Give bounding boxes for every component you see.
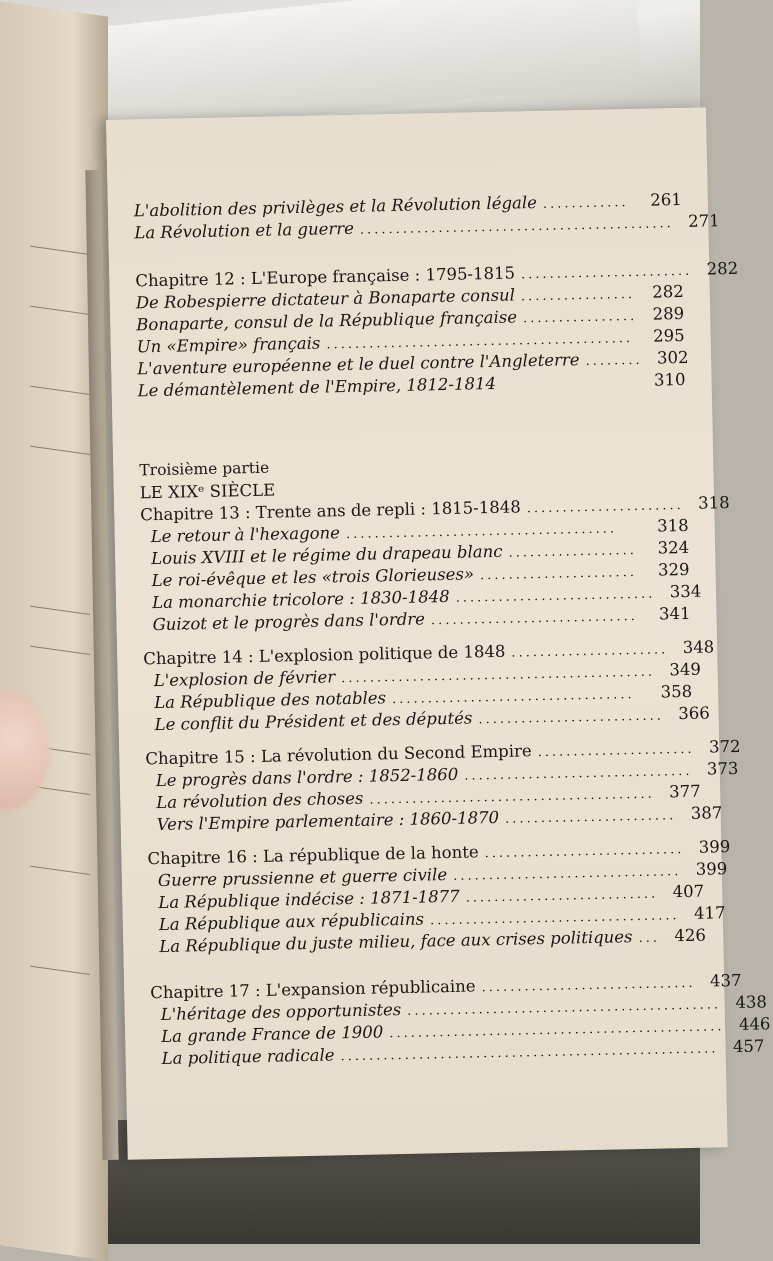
entry-title: L'héritage des opportunistes [160, 1000, 402, 1025]
leader-dots: .............................. [481, 975, 696, 996]
leader-dots: ...................... [537, 741, 695, 761]
leader-dots: ... [638, 930, 661, 947]
page-number: 334 [669, 581, 702, 602]
table-of-contents [133, 189, 771, 1071]
entry-title: Chapitre 15 : La révolution du Second Empire [145, 741, 532, 769]
leader-dots: ............................ [455, 586, 656, 606]
page-number: 407 [672, 881, 705, 902]
page-number: 329 [657, 559, 690, 580]
entry-title: Chapitre 13 : Trente ans de repli : 1815-1848 [140, 497, 521, 525]
entry-title: Le roi-évêque et les «trois Glorieuses» [151, 564, 475, 591]
entry-title: L'abolition des privilèges et la Révolution légale [133, 192, 538, 221]
entry-title: La Révolution et la guerre [134, 218, 355, 243]
page-number: 387 [690, 803, 723, 823]
entry-title: La République aux républicains [158, 909, 425, 935]
leader-dots: ............................................... [389, 1019, 725, 1042]
leader-dots: ................ [522, 308, 638, 327]
page-number: 341 [658, 603, 691, 624]
entry-title: Chapitre 12 : L'Europe française : 1795-1815 [135, 263, 516, 291]
page-number: 437 [709, 970, 742, 991]
entry-title: Un «Empire» français [136, 333, 321, 357]
leader-dots: ............................................ [359, 216, 674, 238]
entry-title: Chapitre 17 : L'expansion républicaine [150, 976, 476, 1003]
entry-title: Guizot et le progrès dans l'ordre [152, 609, 426, 635]
leader-dots: .................. [508, 542, 638, 561]
page-number: 282 [652, 281, 684, 302]
leader-dots: ............................. [430, 608, 638, 629]
page-number: 282 [706, 258, 739, 279]
page-number: 438 [735, 992, 768, 1013]
leader-dots: ................ [520, 286, 636, 305]
entry-title: Chapitre 16 : La république de la honte [147, 842, 479, 869]
leader-dots: ...................... [511, 642, 669, 661]
entry-title: La grande France de 1900 [161, 1022, 384, 1047]
entry-title: L'explosion de février [153, 667, 336, 691]
leader-dots: ...................... [479, 564, 638, 584]
entry-title: Le progrès dans l'ordre : 1852-1860 [155, 764, 459, 791]
entry-title: L'aventure européenne et le duel contre l'Angleterre [137, 350, 580, 379]
page-number: 302 [656, 347, 689, 368]
part-label: Troisième partie [139, 458, 270, 480]
page-number: 399 [695, 859, 728, 879]
page-number: 349 [669, 659, 702, 680]
entry-title: Le conflit du Président et des députés [154, 708, 473, 735]
leader-dots: ............................................ [341, 664, 656, 687]
leader-dots: ...................... [526, 497, 684, 517]
entry-title: Louis XVIII et le régime du drapeau blanc [150, 541, 503, 569]
entry-title: La République indécise : 1871-1877 [158, 886, 460, 913]
entry-title: La politique radicale [161, 1045, 335, 1069]
page-number: 348 [682, 637, 715, 658]
part-name: LE XIXᵉ SIÈCLE [139, 480, 276, 503]
entry-title: La République du juste milieu, face aux crises politiques [159, 927, 633, 957]
page-number: 358 [660, 681, 693, 702]
page-number: 426 [674, 925, 707, 946]
entry-title: La République des notables [154, 688, 387, 713]
page-number: 457 [732, 1036, 765, 1057]
leader-dots: ............ [542, 195, 629, 212]
page-number: 271 [687, 211, 720, 231]
page-number: 366 [678, 703, 710, 724]
page-number: 310 [653, 369, 686, 390]
entry-title: La monarchie tricolore : 1830-1848 [151, 586, 450, 613]
leader-dots: ........................... [465, 886, 659, 906]
leader-dots: ............................................ [407, 997, 722, 1019]
leader-dots: ........................ [504, 808, 677, 827]
leader-dots: ........................ [520, 263, 693, 283]
page-number: 399 [698, 837, 731, 857]
leader-dots: ................................ [464, 763, 693, 784]
page-number: 324 [657, 537, 690, 558]
entry-title: Le démantèlement de l'Empire, 1812-1814 [137, 373, 497, 401]
page-number: 289 [652, 303, 685, 324]
entry-title: De Robespierre dictateur à Bonaparte consul [135, 285, 516, 313]
leader-dots: ..................................................... [340, 1041, 719, 1065]
entry-title: Le retour à l'hexagone [150, 523, 341, 547]
entry-title: Guerre prussienne et guerre civile [157, 865, 448, 891]
entry-title: La révolution des choses [156, 788, 364, 813]
page-number: 318 [656, 515, 689, 536]
book-page [106, 107, 771, 1159]
leader-dots: .................................. [391, 687, 635, 708]
leader-dots: ............................ [484, 842, 685, 862]
leader-dots: ........................................... [326, 331, 634, 353]
entry-title: Bonaparte, consul de la République française [136, 307, 518, 335]
leader-dots: ........ [585, 352, 643, 370]
page-number: 261 [650, 189, 682, 210]
page-number: 372 [708, 736, 741, 757]
leader-dots: ................................ [452, 864, 682, 884]
page-number: 373 [706, 758, 739, 779]
leader-dots: ................................... [429, 908, 680, 929]
page-number: 377 [668, 781, 701, 802]
entry-title: Chapitre 14 : L'explosion politique de 1848 [143, 641, 506, 669]
leader-dots: .......................... [478, 708, 664, 728]
page-number: 318 [697, 493, 730, 513]
page-number: 446 [738, 1014, 771, 1034]
entry-title: Vers l'Empire parlementaire : 1860-1870 [156, 807, 500, 835]
page-number: 417 [693, 903, 726, 923]
leader-dots [502, 386, 640, 389]
page-number: 295 [652, 325, 685, 346]
leader-dots: ........................................ [369, 786, 655, 808]
leader-dots: ...................................... [345, 521, 618, 543]
